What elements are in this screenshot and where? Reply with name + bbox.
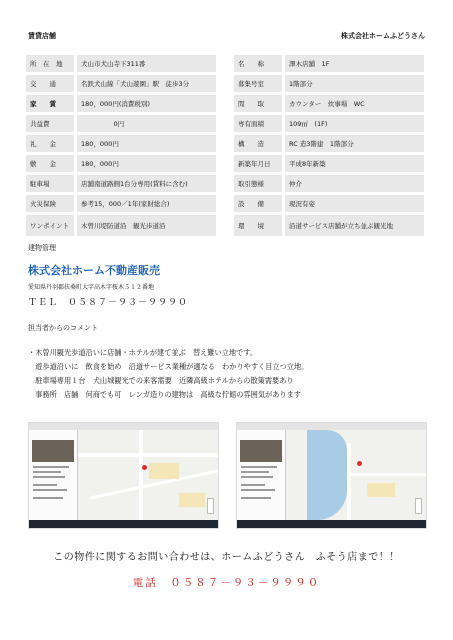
spec-key: 間 取 — [234, 95, 282, 112]
spec-value: 仲介 — [285, 175, 424, 192]
taskbar — [237, 520, 426, 528]
contact-phone: 電話 ０５８７－９３－９９９０ — [132, 577, 321, 589]
company-tel: ＴＥＬ ０５８７－９３－９９９０ — [28, 298, 189, 308]
spec-table-left — [26, 52, 216, 239]
spec-key: 環 境 — [234, 215, 282, 236]
spec-value: 109㎡ (1F) — [285, 115, 424, 132]
company-address: 愛知県丹羽郡扶桑町大字高木字桜木５１２番地 — [28, 284, 155, 291]
comment-label: 担当者からのコメント — [28, 324, 98, 332]
spec-row — [234, 195, 424, 212]
comment-line: 駐車場専用１台 犬山城観光での来客需要 近隣高級ホテルからの散策需要あり — [28, 376, 294, 385]
zoom-control — [415, 498, 422, 514]
spec-row — [26, 75, 216, 92]
spec-key: 火災保険 — [26, 195, 74, 212]
map-sidebar — [29, 430, 78, 520]
map-screenshot-1 — [28, 422, 219, 529]
spec-key: 構 造 — [234, 135, 282, 152]
comment-line: ・木曽川観光歩道沿いに店舗・ホテルが建て並ぶ 替え難い立地です。 — [28, 348, 258, 357]
spec-table-right — [234, 52, 424, 239]
spec-value: 澤木店舗 1F — [285, 55, 424, 72]
spec-value: 180，000円 — [77, 135, 216, 152]
map-screenshot-2 — [236, 422, 427, 529]
spec-key: 新築年月日 — [234, 155, 282, 172]
taskbar — [29, 520, 218, 528]
spec-key: 名 称 — [234, 55, 282, 72]
spec-value: 犬山市犬山寺下311番 — [77, 55, 216, 72]
spec-value: 現況有姿 — [285, 195, 424, 212]
spec-key: 礼 金 — [26, 135, 74, 152]
place-photo — [32, 440, 74, 462]
spec-row — [234, 115, 424, 132]
spec-row — [26, 195, 216, 212]
spec-row — [26, 215, 216, 236]
company-name: 株式会社ホーム不動産販売 — [28, 264, 160, 277]
zoom-control — [207, 498, 214, 514]
spec-key: 専有面積 — [234, 115, 282, 132]
spec-key: 交 通 — [26, 75, 74, 92]
spec-key: 取引態様 — [234, 175, 282, 192]
spec-value: 参考15，000／1年(家財総合) — [77, 195, 216, 212]
spec-row — [234, 95, 424, 112]
spec-key: 募集号室 — [234, 75, 282, 92]
browser-bar — [29, 423, 218, 430]
map-sidebar — [237, 430, 286, 520]
spec-key: 駐車場 — [26, 175, 74, 192]
spec-row — [234, 215, 424, 236]
spec-row — [234, 75, 424, 92]
spec-row — [234, 155, 424, 172]
agency-name: 株式会社ホームふどうさん — [341, 32, 425, 40]
spec-value: 名鉄犬山線「犬山遊園」駅 徒歩3分 — [77, 75, 216, 92]
map-pin-icon — [357, 461, 362, 466]
browser-bar — [237, 423, 426, 430]
page-type-label: 賃貸店舗 — [28, 32, 56, 40]
spec-key: 家 賃 — [26, 95, 74, 112]
spec-value: カウンター 炊事場 WC — [285, 95, 424, 112]
spec-value: 180，000円(消費税別) — [77, 95, 216, 112]
spec-key: 敷 金 — [26, 155, 74, 172]
spec-value: 180，000円 — [77, 155, 216, 172]
comment-line: 事務所 店舗 何商でも可 レンガ造りの建物は 高級な佇館の雰囲気があります — [28, 390, 301, 399]
spec-key: ワンポイント — [26, 215, 74, 236]
comment-line: 遊歩道沿いに 飲食を始め 沿道サービス業種が適なる わかりやすく目立つ立地。 — [28, 362, 309, 371]
spec-value: 平成8年新築 — [285, 155, 424, 172]
spec-row — [26, 175, 216, 192]
spec-row — [26, 135, 216, 152]
spec-row — [26, 115, 216, 132]
spec-value: 1階部分 — [285, 75, 424, 92]
spec-value: 店舗南道路側1台分専用(賃料に含む) — [77, 175, 216, 192]
place-photo — [240, 440, 282, 462]
inquiry-text: この物件に関するお問い合わせは、ホームふどうさん ふそう店まで！！ — [53, 552, 400, 563]
map-pin-icon — [142, 465, 147, 470]
spec-value: 沿道サービス店舗が立ち並ぶ観光地 — [285, 215, 424, 236]
spec-key: 共益費 — [26, 115, 74, 132]
spec-row — [234, 175, 424, 192]
comment-body — [28, 346, 308, 402]
spec-row — [234, 55, 424, 72]
spec-key: 設 備 — [234, 195, 282, 212]
spec-key: 所 在 地 — [26, 55, 74, 72]
spec-value: 0円 — [77, 115, 216, 132]
spec-row — [26, 95, 216, 112]
spec-value: 木曽川堤防道沿 観光歩道沿 — [77, 215, 216, 236]
spec-row — [26, 155, 216, 172]
spec-row — [234, 135, 424, 152]
management-label: 建物管理 — [28, 244, 56, 252]
spec-row — [26, 55, 216, 72]
spec-value: RC 造3階建 1階部分 — [285, 135, 424, 152]
